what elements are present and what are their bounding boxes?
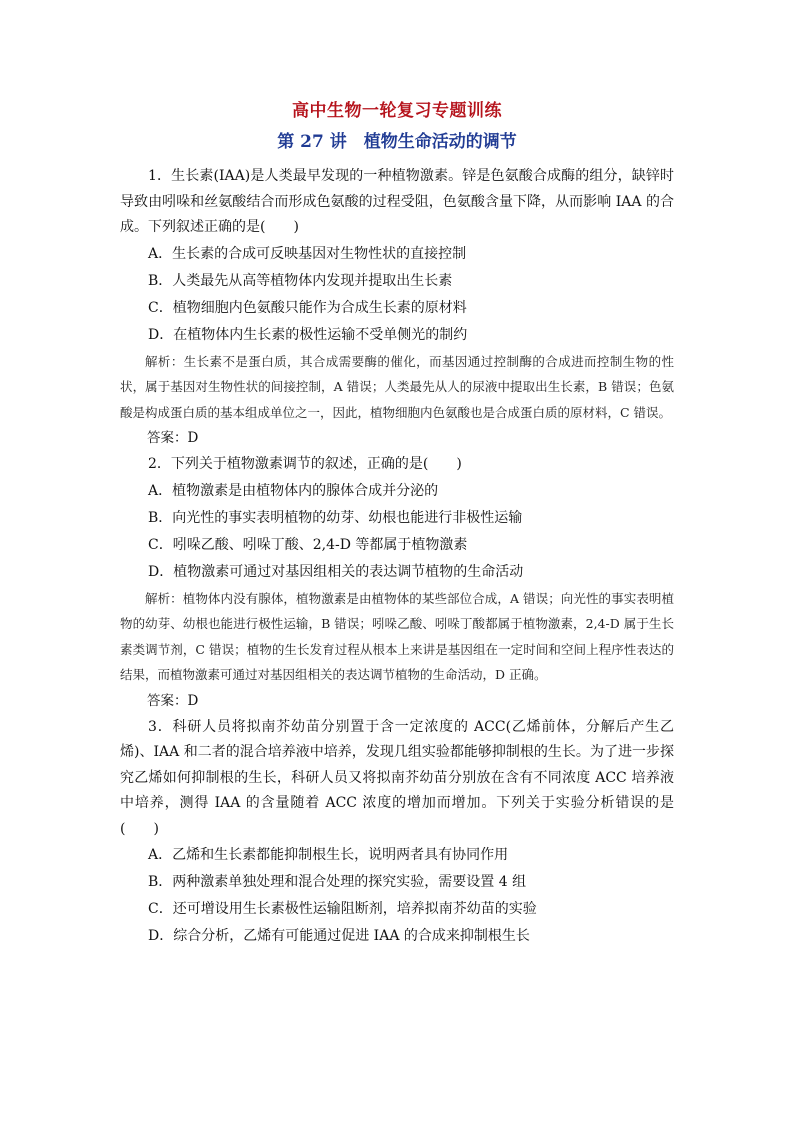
option-c: C．吲哚乙酸、吲哚丁酸、2,4-D 等都属于植物激素 [148, 536, 468, 553]
question-stem: 3．科研人员将拟南芥幼苗分别置于含一定浓度的 ACC(乙烯前体，分解后产生乙烯)、IAA 和二者的混合培养液中培养，发现几组实验都能够抑制根的生长。为了进一步探究乙烯如何抑制根的生长，科研人员又将拟南芥幼苗分别放在含有不同浓度 ACC 培养液中培养，测得 IAA 的含量随着 ACC 浓度的增加而增加。下列关于实验分析错误的是( ) [120, 718, 674, 837]
question-2 [120, 452, 674, 715]
answer-text: 答案：D [147, 430, 199, 446]
answer-text: 答案：D [147, 692, 199, 709]
option-a: A．生长素的合成可反映基因对生物性状的直接控制 [148, 245, 467, 262]
option-b: B．人类最先从高等植物体内发现并提取出生长素 [148, 272, 453, 289]
option-d: D．综合分析，乙烯有可能通过促进 IAA 的合成来抑制根生长 [148, 928, 530, 944]
analysis-text: 解析：植物体内没有腺体，植物激素是由植物体的某些部位合成，A 错误；向光性的事实表明植物的幼芽、幼根也能进行极性运输，B 错误；吲哚乙酸、吲哚丁酸都属于植物激素，2,4-D 属于生长素类调节剂，C 错误；植物的生长发育过程从根本上来讲是基因组在一定时间和空间上程序性表达的结果，而植物激素可通过对基因组相关的表达调节植物的生命活动，D 正确。 [120, 590, 674, 682]
question-1 [120, 164, 674, 452]
option-d: D．植物激素可通过对基因组相关的表达调节植物的生命活动 [148, 563, 524, 580]
question-3 [120, 715, 674, 951]
analysis-text: 解析：生长素不是蛋白质，其合成需要酶的催化，而基因通过控制酶的合成进而控制生物的性状，属于基因对生物性状的间接控制，A 错误；人类最先从人的尿液中提取出生长素，B 错误；色氨酸是构成蛋白质的基本组成单位之一，因此，植物细胞内色氨酸也是合成蛋白质的原材料，C 错误。 [120, 353, 674, 420]
question-stem: 2．下列关于植物激素调节的叙述，正确的是( ) [148, 456, 462, 472]
option-c: C．还可增设用生长素极性运输阻断剂，培养拟南芥幼苗的实验 [148, 901, 537, 917]
option-c: C．植物细胞内色氨酸只能作为合成生长素的原材料 [148, 299, 467, 316]
option-b: B．两种激素单独处理和混合处理的探究实验，需要设置 4 组 [148, 874, 527, 890]
question-stem: 1．生长素(IAA)是人类最早发现的一种植物激素。锌是色氨酸合成酶的组分，缺锌时导致由吲哚和丝氨酸结合而形成色氨酸的过程受阻，色氨酸含量下降，从而影响 IAA 的合成。下列叙述正确的是( ) [120, 168, 674, 235]
option-a: A．乙烯和生长素都能抑制根生长，说明两者具有协同作用 [148, 847, 509, 863]
option-a: A．植物激素是由植物体内的腺体合成并分泌的 [148, 482, 439, 499]
lesson-title: 第 27 讲 植物生命活动的调节 [277, 132, 517, 152]
document-title: 高中生物一轮复习专题训练 [292, 101, 502, 121]
option-b: B．向光性的事实表明植物的幼芽、幼根也能进行非极性运输 [148, 509, 523, 526]
option-d: D．在植物体内生长素的极性运输不受单侧光的制约 [148, 326, 468, 343]
